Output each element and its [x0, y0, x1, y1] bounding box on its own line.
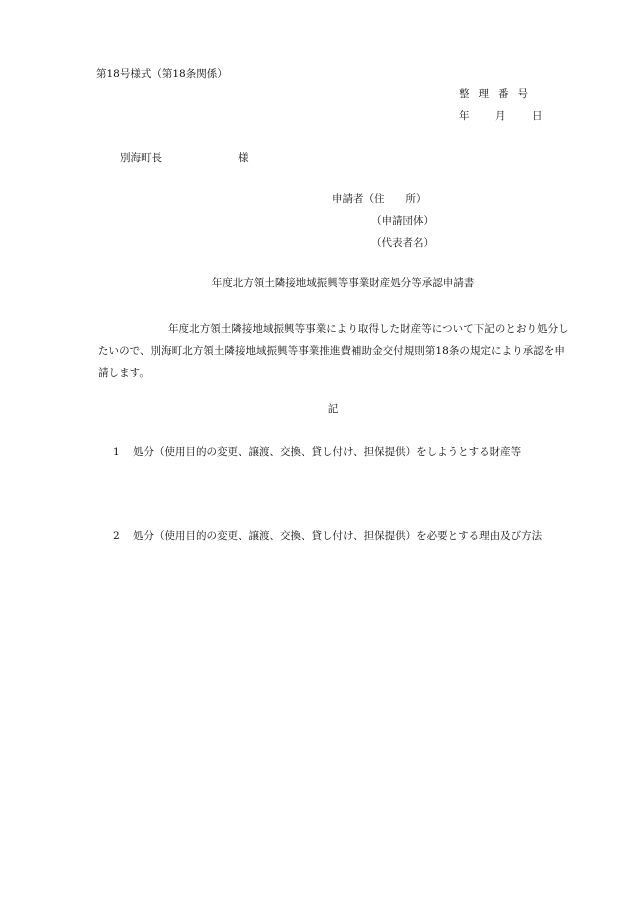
- year-label: 年: [459, 110, 470, 122]
- organize-number-label: 整理番号: [459, 88, 537, 100]
- date-line: [459, 111, 543, 122]
- item-number: 2: [113, 530, 120, 542]
- item-number: 1: [113, 446, 120, 458]
- list-item: [113, 441, 575, 463]
- addressee: 別海町長: [120, 152, 162, 164]
- item-text: 処分（使用目的の変更、譲渡、交換、貸し付け、担保提供）を必要とする理由及び方法: [133, 530, 543, 542]
- form-number: 第18号様式（第18条関係）: [96, 68, 228, 80]
- body-paragraph: 年度北方領土隣接地域振興等事業により取得した財産等について下記のとおり処分したいので、別海町北方領土隣接地域振興等事業推進費補助金交付規則第18条の規定により承認を申請します。: [98, 323, 569, 379]
- document-title: 年度北方領土隣接地域振興等事業財産処分等承認申請書: [211, 277, 475, 289]
- applicant-representative-label: （代表者名）: [371, 237, 434, 249]
- item-text: 処分（使用目的の変更、譲渡、交換、貸し付け、担保提供）をしようとする財産等: [133, 446, 522, 458]
- applicant-organization-label: （申請団体）: [371, 215, 434, 227]
- list-item: [113, 525, 575, 547]
- ki-heading: 記: [327, 403, 339, 415]
- month-label: 月: [495, 110, 506, 122]
- applicant-address-label: 申請者（住 所）: [332, 193, 427, 205]
- addressee-honorific: 様: [238, 152, 249, 164]
- day-label: 日: [532, 110, 543, 122]
